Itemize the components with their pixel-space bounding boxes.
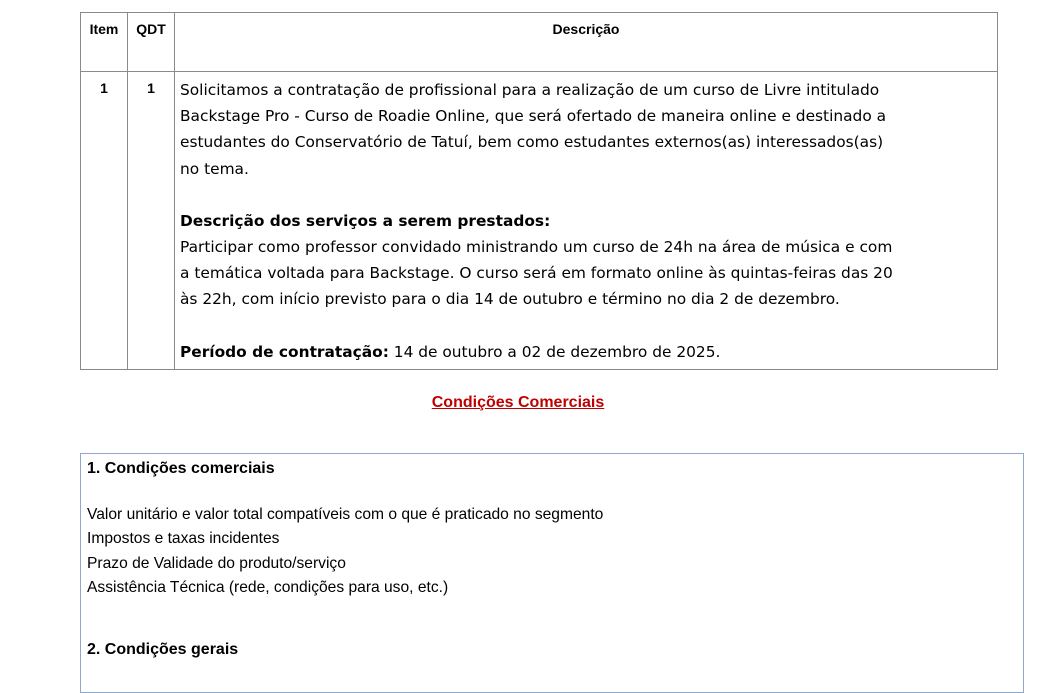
description-line: estudantes do Conservatório de Tatuí, bem como estudantes externos(as) interessados(as) (180, 133, 884, 152)
services-paragraph (180, 234, 979, 313)
header-item: Item (81, 13, 128, 72)
list-item: Impostos e taxas incidentes (87, 530, 280, 548)
cell-item: 1 (81, 72, 128, 370)
services-heading: Descrição dos serviços a serem prestados: (180, 211, 551, 230)
section2-title: 2. Condições gerais (87, 641, 239, 658)
commercial-conditions-heading: Condições Comerciais (431, 394, 605, 411)
contract-period (180, 339, 979, 365)
cell-qdt: 1 (128, 72, 175, 370)
specification-table (80, 12, 998, 370)
table-header-row (81, 13, 998, 72)
list-item: Prazo de Validade do produto/serviço (87, 554, 346, 572)
services-line: a temática voltada para Backstage. O curso será em formato online às quintas-feiras das 20 (180, 264, 893, 283)
description-line: no tema. (180, 159, 249, 178)
section1-title: 1. Condições comerciais (87, 460, 275, 477)
header-descricao: Descrição (175, 13, 998, 72)
description-line: Solicitamos a contratação de profissional para a realização de um curso de Livre intitulado (180, 81, 880, 99)
services-line: Participar como professor convidado ministrando um curso de 24h na área de música e com (180, 238, 893, 257)
description-paragraph (180, 77, 979, 182)
period-label: Período de contratação: (180, 342, 389, 361)
table-row (81, 72, 998, 370)
period-value: 14 de outubro a 02 de dezembro de 2025. (388, 342, 721, 361)
cell-descricao (175, 72, 998, 370)
description-line: Backstage Pro - Curso de Roadie Online, que será ofertado de maneira online e destinado a (180, 107, 887, 126)
services-line: às 22h, com início previsto para o dia 14 de outubro e término no dia 2 de dezembro. (180, 290, 840, 309)
list-item: Valor unitário e valor total compatíveis com o que é praticado no segmento (87, 506, 604, 523)
list-item: Assistência Técnica (rede, condições para uso, etc.) (87, 578, 449, 596)
section1-list (87, 503, 603, 600)
header-qdt: QDT (128, 13, 175, 72)
conditions-box (80, 453, 1024, 693)
